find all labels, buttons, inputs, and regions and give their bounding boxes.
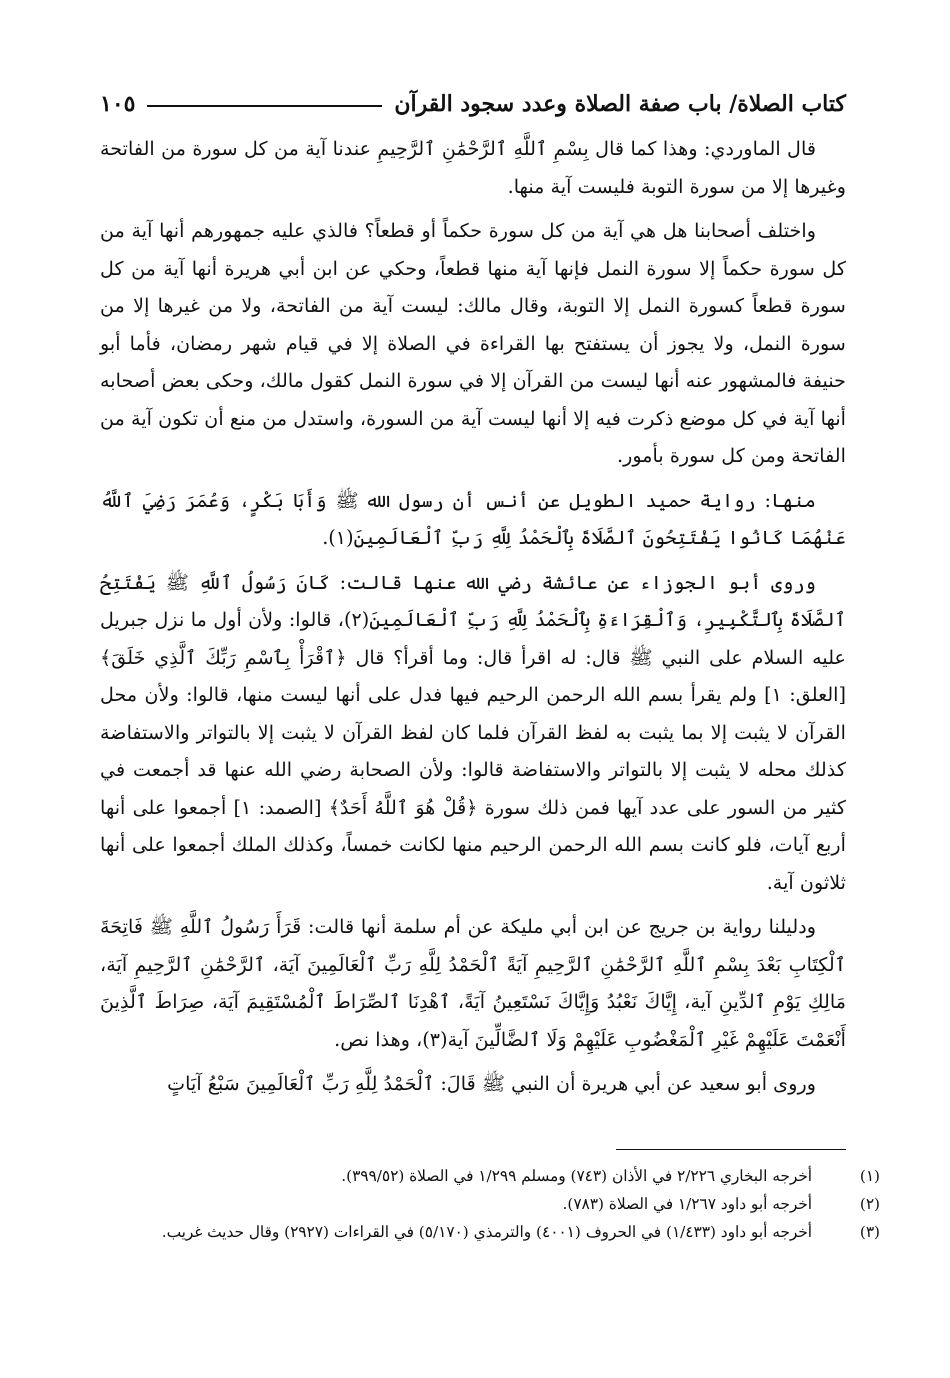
paragraph: منها: رواية حميد الطويل عن أنس أن رسول الله ﷺ وَأَبَا بَكْرٍ، وَعُمَرَ رَضِيَ ٱللَّهُ عَنْهُمَا كَانُوا يَفْتَتِحُونَ ٱلصَّلَاةَ بِٱلْحَمْدُ لِلَّهِ رَبِّ ٱلْعَالَمِينَ(١). [100,488,846,549]
footnote-text: أخرجه أبو داود (١/٤٣٣) في الحروف (٤٠٠١) والترمذي (٥/١٧٠) في القراءات (٢٩٢٧) وقال حديث غريب. [161,1222,812,1241]
paragraph: واختلف أصحابنا هل هي آية من كل سورة حكماً أو قطعاً؟ فالذي عليه جمهورهم أنها آية من كل سورة حكماً إلا سورة النمل فإنها آية منها قطعاً، وحكي عن ابن أبي هريرة أنها آية من كل سورة قطعاً كسورة النمل إلا التوبة، وقال مالك: ليست آية من الفاتحة، ولا من غيرها إلا من سورة النمل، ولا يجوز أن يستفتح بها القراءة في الصلاة إلا في قيام شهر رمضان، فأما أبو حنيفة فالمشهور عنه أنها ليست من القرآن إلا في سورة النمل كقول مالك، وحكى بعض أصحابه أنها آية في كل موضع ذكرت فيه إلا أنها ليست آية من السورة، واستدل من منع أن تكون آية من الفاتحة ومن كل سورة بأمور. [100,219,846,467]
footnote-number: (٣) [859,1222,880,1241]
chapter-title: كتاب الصلاة/ باب صفة الصلاة وعدد سجود القرآن [394,91,846,117]
footnote-number: (١) [859,1166,880,1185]
footnote [100,1190,880,1218]
footnote [100,1162,880,1190]
footnote-text: أخرجه البخاري ٢/٢٢٦ في الأذان (٧٤٣) ومسلم ١/٢٩٩ في الصلاة (٣٩٩/٥٢). [341,1166,812,1185]
paragraph: ودليلنا رواية بن جريج عن ابن أبي مليكة عن أم سلمة أنها قالت: قَرَأَ رَسُولُ ٱللَّهِ ﷺ فَاتِحَةَ ٱلْكِتَابِ بَعْدَ بِسْمِ ٱللَّهِ ٱلرَّحْمَٰنِ ٱلرَّحِيمِ آيَةً ٱلْحَمْدُ لِلَّهِ رَبِّ ٱلْعَالَمِينَ آيَة، ٱلرَّحْمَٰنِ ٱلرَّحِيمِ آيَة، مَالِكِ يَوْمِ ٱلدِّينِ آية، إِيَّاكَ نَعْبُدُ وَإِيَّاكَ نَسْتَعِينُ آيَةً، ٱهْدِنَا ٱلصِّرَاطَ ٱلْمُسْتَقِيمَ آيَة، صِرَاطَ ٱلَّذِينَ أَنْعَمْتَ عَلَيْهِمْ غَيْرِ ٱلْمَغْضُوبِ عَلَيْهِمْ وَلَا ٱلضَّالِّينَ آية(٣)، وهذا نص. [100,915,846,1051]
footnote-separator [616,1149,846,1150]
header-rule [147,105,382,107]
footnote-text: أخرجه أبو داود ١/٢٦٧ في الصلاة (٧٨٣). [562,1194,812,1213]
page-number: ١٠٥ [100,91,136,117]
paragraph: وروى أبو الجوزاء عن عائشة رضي الله عنها قالت: كَانَ رَسُولُ ٱللَّهِ ﷺ يَفْتَتِحُ ٱلصَّلَاةَ بِٱلتَّكْبِيرِ، وَٱلْقِرَاءَةِ بِٱلْحَمْدُ لِلَّهِ رَبِّ ٱلْعَالَمِينَ(٢)، قالوا: ولأن أول ما نزل جبريل عليه السلام على النبي ﷺ قال: له اقرأ قال: وما أقرأ؟ قال ﴿ٱقْرَأْ بِٱسْمِ رَبِّكَ ٱلَّذِي خَلَقَ﴾ [العلق: ١] ولم يقرأ بسم الله الرحمن الرحيم فيها فدل على أنها ليست منها، قالوا: ولأن محل القرآن لا يثبت إلا بما يثبت به لفظ القرآن فلما كان لفظ القرآن لا يثبت إلا بالتواتر والاستفاضة كذلك محله لا يثبت إلا بالتواتر والاستفاضة قالوا: ولأن الصحابة رضي الله عنها قد أجمعت في كثير من السور على عدد آيها فمن ذلك سورة ﴿قُلْ هُوَ ٱللَّهُ أَحَدٌ﴾ [الصمد: ١] أجمعوا على أنها أربع آيات، فلو كانت بسم الله الرحمن الرحيم منها لكانت خمساً، وكذلك الملك أجمعوا على أنها ثلاثون آية. [100,570,846,894]
footnotes [100,1162,880,1246]
footnote [100,1218,880,1246]
book-page [100,86,880,1246]
running-header [100,86,846,122]
main-text [100,130,846,1103]
paragraph: قال الماوردي: وهذا كما قال بِسْمِ ٱللَّهِ ٱلرَّحْمَٰنِ ٱلرَّحِيمِ عندنا آية من كل سورة من الفاتحة وغيرها إلا من سورة التوبة فليست آية منها. [100,137,846,198]
footnote-number: (٢) [859,1194,880,1213]
paragraph: وروى أبو سعيد عن أبي هريرة أن النبي ﷺ قَالَ: ٱلْحَمْدُ لِلَّهِ رَبِّ ٱلْعَالَمِينَ سَبْعُ آيَاتٍ [167,1072,816,1095]
